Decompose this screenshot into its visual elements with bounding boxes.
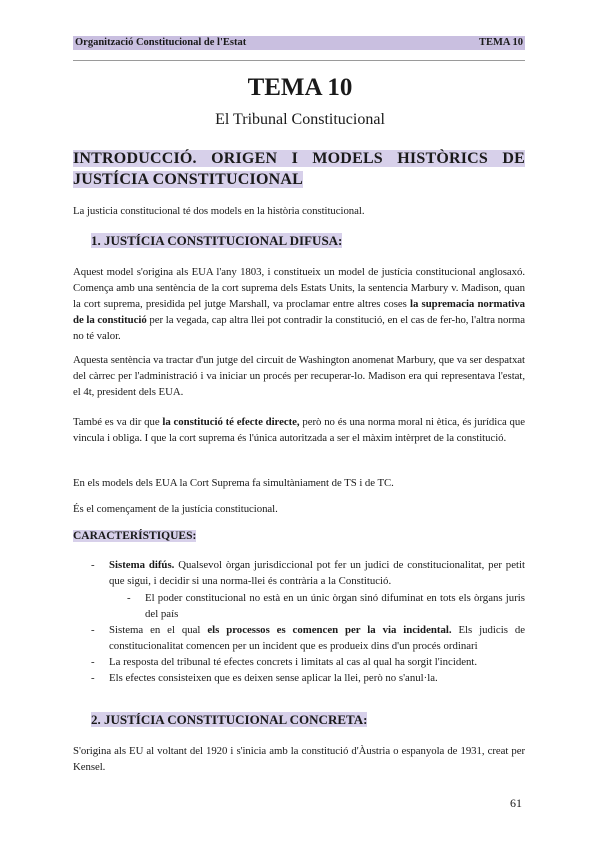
paragraph-cort-suprema: En els models dels EUA la Cort Suprema fa simultàniament de TS i de TC. — [73, 477, 394, 489]
paragraph-comencament: És el començament de la justícia constitucional. — [73, 503, 278, 515]
paragraph-concreta: S'origina als EU al voltant del 1920 i s'inicia amb la constitució d'Àustria o espanyola de 1931, creat per Kensel. — [73, 745, 525, 773]
running-header — [73, 36, 525, 50]
paragraph-origin-text-a: Aquest model s'origina als EUA l'any 1803, i constitueix un model de justícia constitucional anglosaxó. Comença amb una sentència de la cort suprema dels Estats Units, la sentencia Marbury v. Madison, quan la cort suprema, presidida pel jutge Marshall, va proclamar entre altres coses — [73, 266, 525, 310]
paragraph-marbury: Aquesta sentència va tractar d'un jutge del circuit de Washington anomenat Marbury, que va ser despatxat del càrrec per l'administració i va iniciar un procés per recuperar-lo. Madison era qui representava l'estat, el 4t, president dels EUA. — [73, 354, 525, 398]
list-item: Els efectes consisteixen que es deixen sense aplicar la llei, però no s'anul·la. — [109, 672, 438, 684]
list-item — [109, 622, 525, 654]
page-number: 61 — [510, 796, 522, 810]
list-subitem: El poder constitucional no està en un únic òrgan sinó difuminat en tots els òrgans juris del país — [145, 592, 525, 620]
heading-difusa-text: 1. JUSTÍCIA CONSTITUCIONAL DIFUSA: — [91, 233, 343, 248]
heading-concreta — [91, 712, 367, 728]
paragraph-origin-text-c: per la vegada, cap altra llei pot contradir la constitució, en el cas de fer-ho, l'altra norma no té valor. — [73, 314, 525, 342]
paragraph-origin — [73, 264, 525, 344]
list-dash: - — [91, 559, 95, 571]
section-heading — [73, 148, 525, 190]
list-dash: - — [91, 624, 95, 636]
page-subtitle: El Tribunal Constitucional — [215, 111, 385, 128]
list-item-text-post: Els judicis de constitucionalitat comencen per un incident que es produeix dins d'un procés ordinari — [109, 624, 526, 652]
page-title: TEMA 10 — [247, 74, 353, 101]
caracteristiques-heading-text: CARACTERÍSTIQUES: — [73, 530, 197, 542]
section-heading-text: INTRODUCCIÓ. ORIGEN I MODELS HISTÒRICS DE JUSTÍCIA CONSTITUCIONAL — [73, 150, 525, 188]
paragraph-efecte-text-a: També es va dir que — [73, 416, 163, 428]
header-chapter: TEMA 10 — [478, 37, 523, 48]
list-dash: - — [91, 656, 95, 668]
list-item-text-pre: Sistema en el qual — [109, 624, 208, 636]
heading-difusa — [91, 233, 342, 249]
list-dash: - — [127, 592, 131, 604]
caracteristiques-heading — [73, 529, 196, 544]
list-item — [109, 557, 525, 589]
paragraph-efecte-directe — [73, 414, 525, 446]
header-title: Organització Constitucional de l'Estat — [75, 37, 247, 48]
list-item: La resposta del tribunal té efectes concrets i limitats al cas al qual ha sorgit l'incident. — [109, 656, 478, 668]
header-divider — [73, 60, 525, 61]
paragraph-efecte-bold: la constitució té efecte directe, — [162, 416, 300, 428]
list-item-bold: els processos es comencen per la via incidental. — [207, 624, 452, 636]
list-item-bold: Sistema difús. — [109, 559, 175, 571]
paragraph-origin-bold: la supremacia normativa de la constitució — [73, 298, 526, 326]
list-dash: - — [91, 672, 95, 684]
heading-concreta-text: 2. JUSTÍCIA CONSTITUCIONAL CONCRETA: — [91, 712, 368, 727]
intro-paragraph: La justicia constitucional té dos models en la història constitucional. — [73, 205, 365, 217]
paragraph-efecte-text-c: però no és una norma moral ni ètica, és jurídica que vincula i obliga. I que la cort suprema és l'única autoritzada a ser el màxim intèrpret de la constitució. — [73, 416, 525, 444]
list-item-text: Qualsevol òrgan jurisdiccional pot fer un judici de constitucionalitat, per petit que sigui, i decidir si una norma-llei és contrària a la Constitució. — [109, 559, 525, 587]
